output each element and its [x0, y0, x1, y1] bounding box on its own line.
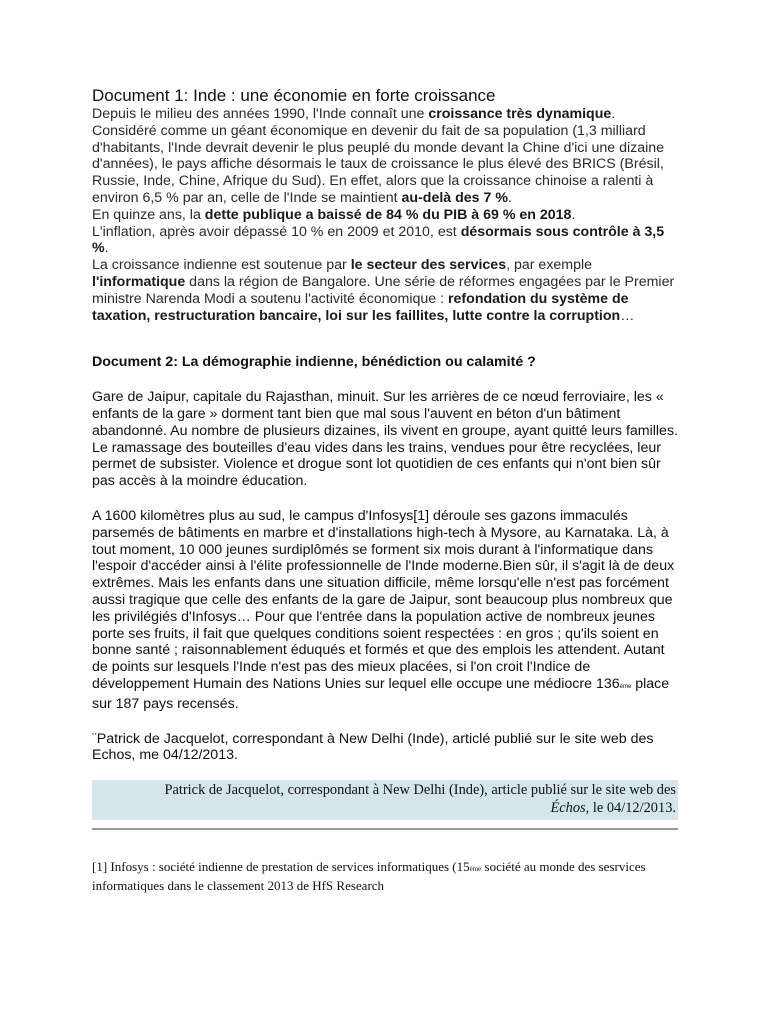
- source-line-1: Patrick de Jacquelot, correspondant à New Delhi (Inde), article publié sur le site web des: [164, 782, 676, 799]
- doc1-bold-text: dette publique a baissé de 84 % du PIB à 69 % en 2018: [204, 206, 572, 223]
- ordinal-suffix: ème: [619, 683, 632, 690]
- doc1-text: Depuis le milieu des années 1990, l'Inde connaît une: [92, 106, 429, 122]
- doc1-paragraph-inflation: [92, 224, 678, 258]
- doc1-text: .: [104, 240, 109, 257]
- doc1-paragraph-services: [92, 257, 678, 324]
- doc2-text: place sur 187 pays recensés.: [92, 675, 670, 712]
- doc2-paragraph-infosys: [92, 508, 678, 713]
- doc2-text: A 1600 kilomètres plus au sud, le campus d'Infosys[1] déroule ses gazons immaculés parsemés de bâtiments en marbre et d'installations high-tech à Mysore, au Karnataka. Là, à tout moment, 10 000 jeunes surdiplômés se forment six mois durant à l'informatique dans l'espoir d'accéder ainsi à l'élite professionnelle de l'Inde moderne.Bien sûr, il s'agit là de deux extrêmes. Mais les enfants dans une situation difficile, même lorsqu'elle n'est pas forcément aussi tragique que celle des enfants de la gare de Jaipur, sont beaucoup plus nombreux que les privilégiés d'Infosys… Pour que l'entrée dans la population active de nombreux jeunes porte ses fruits, il fait que quelques conditions soient respectées : en gros ; qu'ils soient en bonne santé ; raisonnablement éduqués et formés et que des emplois les attendent. Autant de points sur lesquels l'Inde n'est pas des mieux placées, si l'on croit l'Indice de développement Humain des Nations Unies sur lequel elle occupe une médiocre 136: [92, 507, 675, 692]
- doc1-paragraph-growth: [92, 106, 678, 207]
- doc1-text: …: [620, 307, 635, 324]
- doc2-body: [92, 389, 678, 764]
- doc2-paragraph-jaipur: Gare de Jaipur, capitale du Rajasthan, minuit. Sur les arrières de ce nœud ferroviaire, les « enfants de la gare » dorment tant bien que mal sous l'auvent en béton d'un bâtiment abandonné. Au nombre de plusieurs dizaines, ils vivent en groupe, ayant quitté leurs familles. Le ramassage des bouteilles d'eau vides dans les trains, vendues pour être recyclées, leur permet de subsister. Violence et drogue sont lot quotidien de ces enfants qui n'ont bien sûr pas accès à la moindre éducation.: [92, 389, 678, 490]
- doc1-bold-text: l'informatique: [92, 273, 186, 290]
- footnote-text: société au monde des sesrvices informatiques dans le classement 2013 de HfS Research: [92, 859, 646, 893]
- doc1-text: L'inflation, après avoir dépassé 10 % en 2009 et 2010, est: [92, 223, 461, 240]
- footnote: [92, 859, 678, 894]
- source-citation-box: [92, 780, 678, 820]
- footnote-divider: [92, 828, 678, 830]
- footnote-marker[interactable]: [1]: [92, 859, 108, 875]
- source-line-2: [92, 799, 676, 817]
- footnote-text: Infosys : société indienne de prestation de services informatiques (15: [107, 859, 470, 875]
- doc1-text: . Considéré comme un géant économique en devenir du fait de sa population (1,3 milliard d'habitants, l'Inde devrait devenir le plus peuplé du monde devant la Chine d'ici une dizaine d'années), le pays affiche désormais le taux de croissance le plus élevé des BRICS (Brésil, Russie, Inde, Chine, Afrique du Sud). En effet, alors que la croissance chinoise a ralenti à environ 6,5 % par an, celle de l'Inde se maintient: [92, 106, 665, 206]
- doc1-text: .: [571, 206, 576, 223]
- doc1-bold-text: croissance très dynamique: [428, 106, 612, 122]
- doc1-text: La croissance indienne est soutenue par: [92, 257, 351, 274]
- doc1-bold-text: désormais sous contrôle à 3,5 %: [92, 223, 665, 257]
- doc1-title: Document 1: Inde : une économie en forte croissance: [92, 86, 496, 105]
- doc1-text: .: [507, 189, 512, 206]
- doc1-bold-text: au-delà des 7 %: [401, 189, 508, 206]
- doc1-paragraph-debt: [92, 207, 678, 224]
- doc1-text: En quinze ans, la: [92, 206, 205, 223]
- doc1-bold-text: le secteur des services: [350, 257, 507, 274]
- source-date: , le 04/12/2013.: [585, 800, 676, 817]
- doc2-paragraph-author: ¨Patrick de Jacquelot, correspondant à New Delhi (Inde), articlé publié sur le site web des Echos, me 04/12/2013.: [92, 730, 654, 764]
- doc2-title: Document 2: La démographie indienne, bénédiction ou calamité ?: [92, 354, 536, 371]
- source-italic: Échos: [550, 800, 586, 817]
- document-page: [92, 86, 678, 894]
- doc1-bold-text: refondation du système de taxation, restructuration bancaire, loi sur les faillites, lutte contre la corruption: [92, 290, 629, 324]
- doc1-text: , par exemple: [506, 257, 593, 274]
- footnote-ordinal-suffix: ème: [469, 865, 482, 874]
- doc1-text: dans la région de Bangalore. Une série de réformes engagées par le Premier ministre Narenda Modi a soutenu l'activité économique :: [92, 273, 675, 307]
